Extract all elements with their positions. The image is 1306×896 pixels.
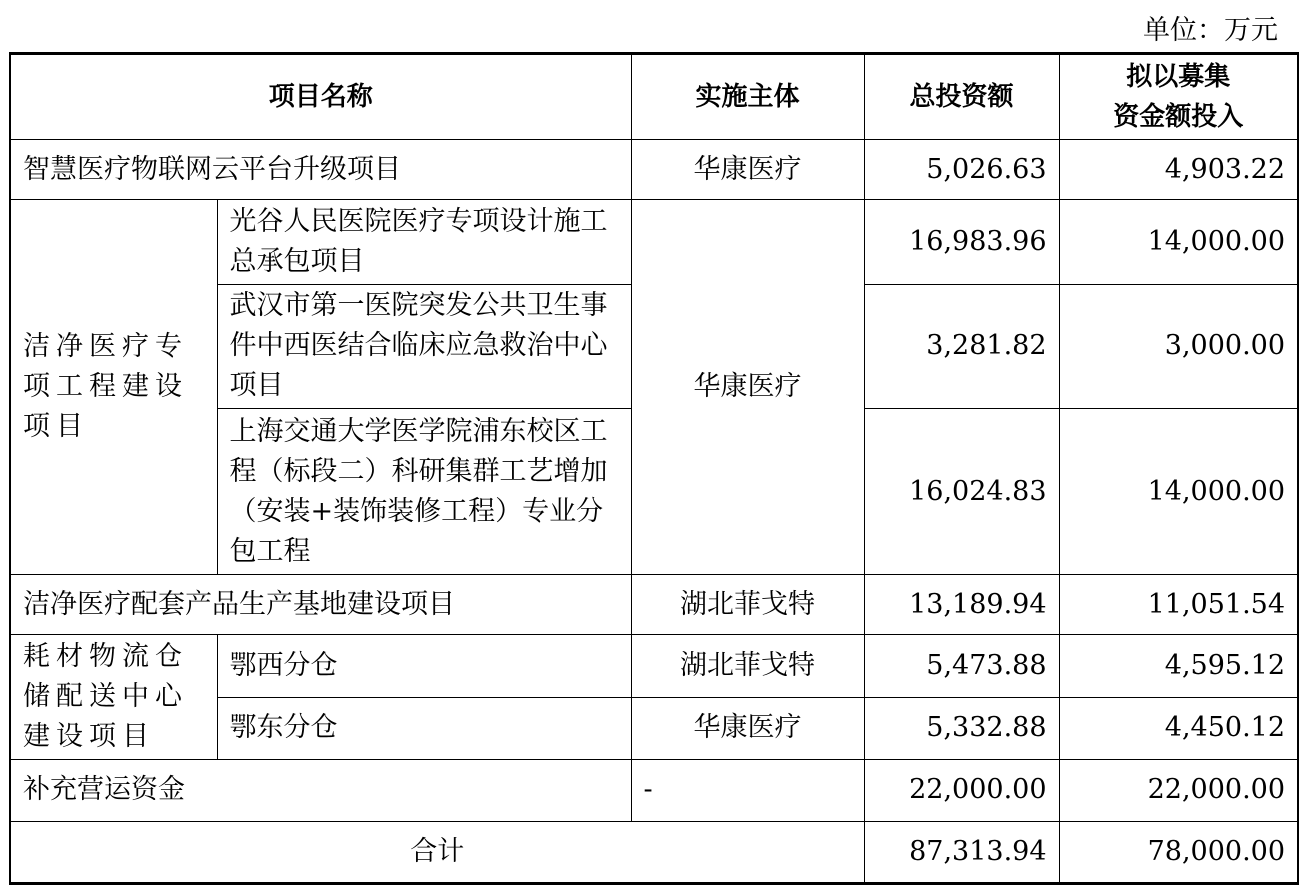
sub-project-name: 鄂东分仓	[217, 697, 631, 759]
header-project-name: 项目名称	[10, 54, 631, 140]
table-row	[10, 575, 1298, 635]
header-entity: 实施主体	[631, 54, 864, 140]
raised-funds: 11,051.54	[1059, 575, 1298, 635]
total-investment: 13,189.94	[864, 575, 1059, 635]
table-total-row	[10, 821, 1298, 883]
raised-funds: 4,903.22	[1059, 140, 1298, 200]
entity: 华康医疗	[631, 697, 864, 759]
total-investment: 22,000.00	[864, 759, 1059, 821]
group-project-name: 洁净医疗专项工程建设项目	[10, 200, 217, 575]
total-label: 合计	[10, 821, 864, 883]
group-project-name: 耗材物流仓储配送中心建设项目	[10, 635, 217, 759]
investment-table	[9, 52, 1299, 885]
raised-funds: 14,000.00	[1059, 200, 1298, 284]
project-name: 补充营运资金	[10, 759, 631, 821]
total-investment: 5,332.88	[864, 697, 1059, 759]
table-header-row	[10, 54, 1298, 140]
raised-funds: 14,000.00	[1059, 408, 1298, 574]
raised-funds-sum: 78,000.00	[1059, 821, 1298, 883]
sub-project-name: 武汉市第一医院突发公共卫生事件中西医结合临床应急救治中心项目	[217, 284, 631, 408]
total-investment: 5,026.63	[864, 140, 1059, 200]
unit-label: 单位：万元	[1143, 15, 1278, 46]
project-name: 洁净医疗配套产品生产基地建设项目	[10, 575, 631, 635]
entity: -	[631, 759, 864, 821]
raised-funds: 4,595.12	[1059, 635, 1298, 697]
total-investment: 3,281.82	[864, 284, 1059, 408]
header-total-investment: 总投资额	[864, 54, 1059, 140]
raised-funds: 4,450.12	[1059, 697, 1298, 759]
sub-project-name: 鄂西分仓	[217, 635, 631, 697]
header-raised-funds	[1059, 54, 1298, 140]
header-raised-funds-line1: 拟以募集	[1126, 62, 1231, 93]
raised-funds: 22,000.00	[1059, 759, 1298, 821]
raised-funds: 3,000.00	[1059, 284, 1298, 408]
entity: 华康医疗	[631, 140, 864, 200]
entity: 华康医疗	[631, 200, 864, 575]
sub-project-name: 上海交通大学医学院浦东校区工程（标段二）科研集群工艺增加（安装+装饰装修工程）专业分包工程	[217, 408, 631, 574]
total-investment-sum: 87,313.94	[864, 821, 1059, 883]
sub-project-name: 光谷人民医院医疗专项设计施工总承包项目	[217, 200, 631, 284]
entity: 湖北菲戈特	[631, 635, 864, 697]
total-investment: 16,024.83	[864, 408, 1059, 574]
table-row	[10, 200, 1298, 284]
total-investment: 5,473.88	[864, 635, 1059, 697]
header-raised-funds-line2: 资金额投入	[1113, 102, 1244, 133]
total-investment: 16,983.96	[864, 200, 1059, 284]
entity: 湖北菲戈特	[631, 575, 864, 635]
table-row	[10, 140, 1298, 200]
project-name: 智慧医疗物联网云平台升级项目	[10, 140, 631, 200]
table-row	[10, 759, 1298, 821]
table-row	[10, 635, 1298, 697]
